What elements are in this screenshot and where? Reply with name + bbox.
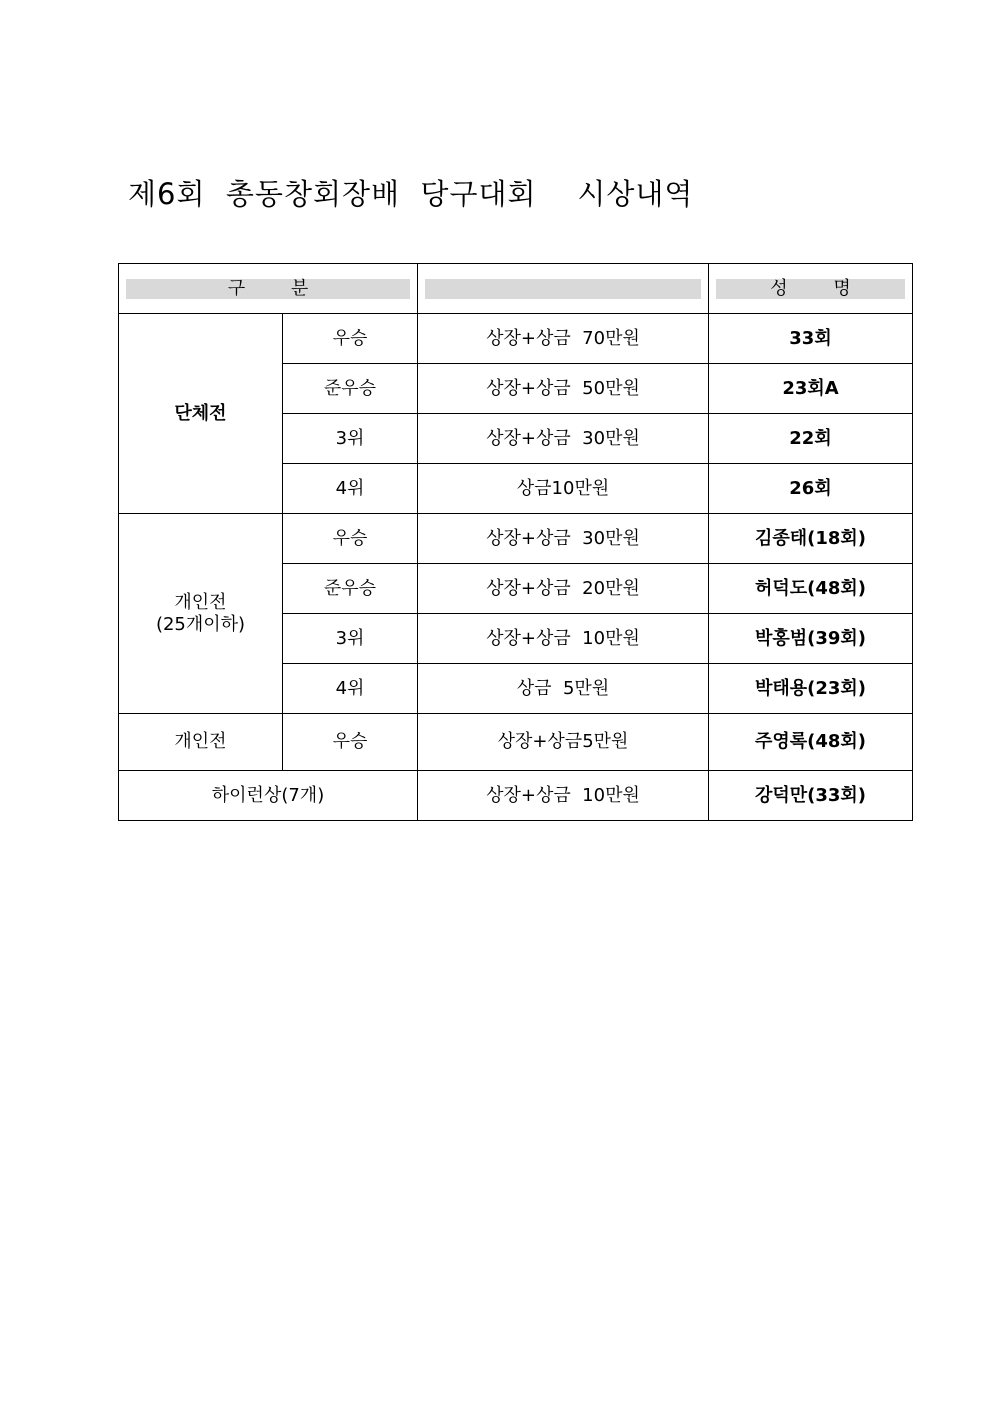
name-cell: 김종태(18회) bbox=[709, 514, 913, 564]
table-row bbox=[119, 514, 913, 564]
awards-table bbox=[118, 263, 913, 821]
rank-cell: 준우승 bbox=[283, 364, 418, 414]
prize-cell: 상금10만원 bbox=[418, 464, 709, 514]
group-individual-2: 개인전 bbox=[119, 714, 283, 771]
name-cell: 허덕도(48회) bbox=[709, 564, 913, 614]
header-prize-cell bbox=[418, 264, 709, 314]
prize-cell: 상장+상금 50만원 bbox=[418, 364, 709, 414]
prize-cell: 상장+상금 30만원 bbox=[418, 414, 709, 464]
header-category-cell bbox=[119, 264, 418, 314]
group-individual bbox=[119, 514, 283, 714]
rank-cell: 우승 bbox=[283, 514, 418, 564]
prize-cell: 상장+상금5만원 bbox=[418, 714, 709, 771]
table-header-row bbox=[119, 264, 913, 314]
name-cell: 박태용(23회) bbox=[709, 664, 913, 714]
prize-cell: 상장+상금 10만원 bbox=[418, 771, 709, 821]
table-row bbox=[119, 771, 913, 821]
name-cell: 박홍범(39회) bbox=[709, 614, 913, 664]
name-cell: 23회A bbox=[709, 364, 913, 414]
prize-cell: 상장+상금 20만원 bbox=[418, 564, 709, 614]
prize-cell: 상장+상금 70만원 bbox=[418, 314, 709, 364]
name-cell: 33회 bbox=[709, 314, 913, 364]
prize-cell: 상장+상금 10만원 bbox=[418, 614, 709, 664]
rank-cell: 우승 bbox=[283, 314, 418, 364]
group-individual-line1: 개인전 bbox=[174, 591, 227, 613]
header-prize bbox=[425, 279, 701, 299]
rank-cell: 4위 bbox=[283, 664, 418, 714]
name-cell: 26회 bbox=[709, 464, 913, 514]
rank-cell: 3위 bbox=[283, 414, 418, 464]
rank-cell: 4위 bbox=[283, 464, 418, 514]
table-row bbox=[119, 714, 913, 771]
header-name: 성 명 bbox=[716, 279, 905, 299]
rank-cell: 3위 bbox=[283, 614, 418, 664]
prize-cell: 상장+상금 30만원 bbox=[418, 514, 709, 564]
document-title: 제6회 총동창회장배 당구대회 시상내역 bbox=[128, 177, 694, 211]
rank-cell: 준우승 bbox=[283, 564, 418, 614]
name-cell: 강덕만(33회) bbox=[709, 771, 913, 821]
rank-cell: 우승 bbox=[283, 714, 418, 771]
header-name-cell bbox=[709, 264, 913, 314]
header-category: 구 분 bbox=[126, 279, 410, 299]
table-row bbox=[119, 314, 913, 364]
group-high-run: 하이런상(7개) bbox=[119, 771, 418, 821]
group-team: 단체전 bbox=[119, 314, 283, 514]
group-individual-line2: (25개이하) bbox=[155, 613, 246, 635]
prize-cell: 상금 5만원 bbox=[418, 664, 709, 714]
name-cell: 22회 bbox=[709, 414, 913, 464]
name-cell: 주영록(48회) bbox=[709, 714, 913, 771]
